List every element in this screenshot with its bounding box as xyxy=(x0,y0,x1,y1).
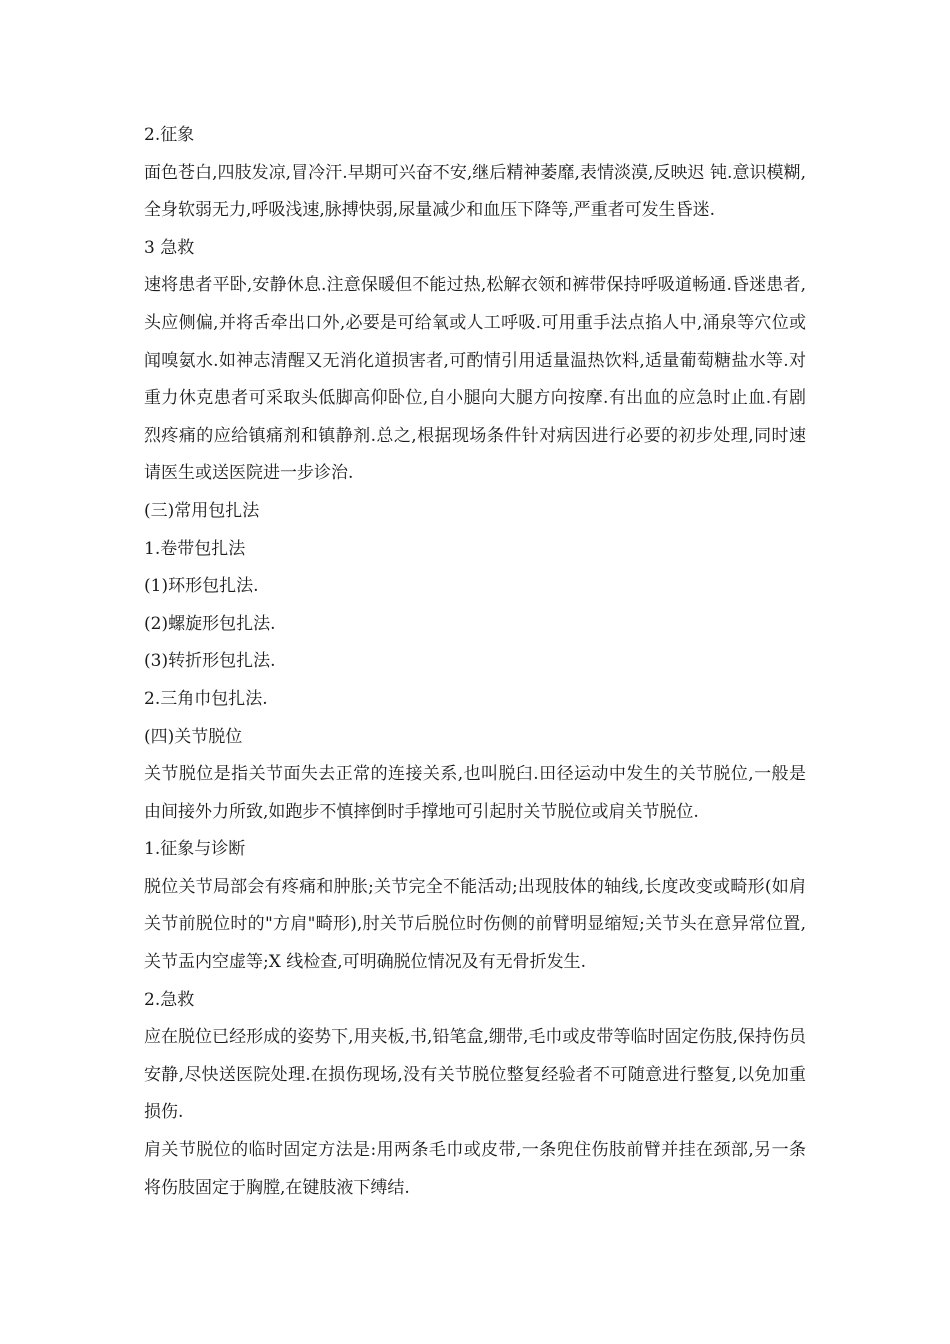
heading-first-aid: 3 急救 xyxy=(144,237,195,258)
heading-signs-diagnosis: 1.征象与诊断 xyxy=(144,839,246,860)
heading-joint-dislocation: (四)关节脱位 xyxy=(144,726,243,747)
paragraph-dislocation-definition: 关节脱位是指关节面失去正常的连接关系,也叫脱臼.田径运动中发生的关节脱位,一般是由间接外力所致,如跑步不慎摔倒时手撑地可引起肘关节脱位或肩关节脱位. xyxy=(144,764,806,822)
paragraph-signs-text: 面色苍白,四肢发凉,冒冷汗.早期可兴奋不安,继后精神萎靡,表情淡漠,反映迟 钝.意识模糊,全身软弱无力,呼吸浅速,脉搏快弱,尿量减少和血压下降等,严重者可发生昏迷. xyxy=(144,162,806,221)
paragraph-dislocation-first-aid-text: 应在脱位已经形成的姿势下,用夹板,书,铅笔盒,绷带,毛巾或皮带等临时固定伤肢,保持伤员安静,尽快送医院处理.在损伤现场,没有关节脱位整复经验者不可随意进行整复,以免加重损伤. xyxy=(144,1027,806,1123)
heading-roller-bandage: 1.卷带包扎法 xyxy=(144,538,246,559)
paragraph-diagnosis-text: 脱位关节局部会有疼痛和肿胀;关节完全不能活动;出现肢体的轴线,长度改变或畸形(如肩关节前脱位时的"方肩"畸形),肘关节后脱位时伤侧的前臂明显缩短;关节头在意异常位置,关节盂内空虚等;X 线检查,可明确脱位情况及有无骨折发生. xyxy=(144,876,806,973)
heading-bandaging-methods: (三)常用包扎法 xyxy=(144,500,260,521)
heading-dislocation-first-aid: 2.急救 xyxy=(144,989,195,1010)
heading-triangular-bandage: 2.三角巾包扎法. xyxy=(144,688,268,709)
list-item-circular-bandage: (1)环形包扎法. xyxy=(144,576,259,597)
paragraph-shoulder-fixation: 肩关节脱位的临时固定方法是:用两条毛巾或皮带,一条兜住伤肢前臂并挂在颈部,另一条将伤肢固定于胸膛,在键肢液下缚结. xyxy=(144,1140,806,1198)
list-item-reverse-spiral-bandage: (3)转折形包扎法. xyxy=(144,651,276,672)
list-item-spiral-bandage: (2)螺旋形包扎法. xyxy=(144,613,276,634)
document-page xyxy=(144,117,806,1207)
paragraph-first-aid-text: 速将患者平卧,安静休息.注意保暖但不能过热,松解衣领和裤带保持呼吸道畅通.昏迷患者,头应侧偏,并将舌牵出口外,必要是可给氧或人工呼吸.可用重手法点掐人中,涌泉等穴位或闻嗅氨水.如神志清醒又无消化道损害者,可酌情引用适量温热饮料,适量葡萄糖盐水等.对重力休克患者可采取头低脚高仰卧位,自小腿向大腿方向按摩.有出血的应急时止血.有剧烈疼痛的应给镇痛剂和镇静剂.总之,根据现场条件针对病因进行必要的初步处理,同时速请医生或送医院进一步诊治. xyxy=(144,275,806,484)
heading-signs: 2.征象 xyxy=(144,125,195,145)
